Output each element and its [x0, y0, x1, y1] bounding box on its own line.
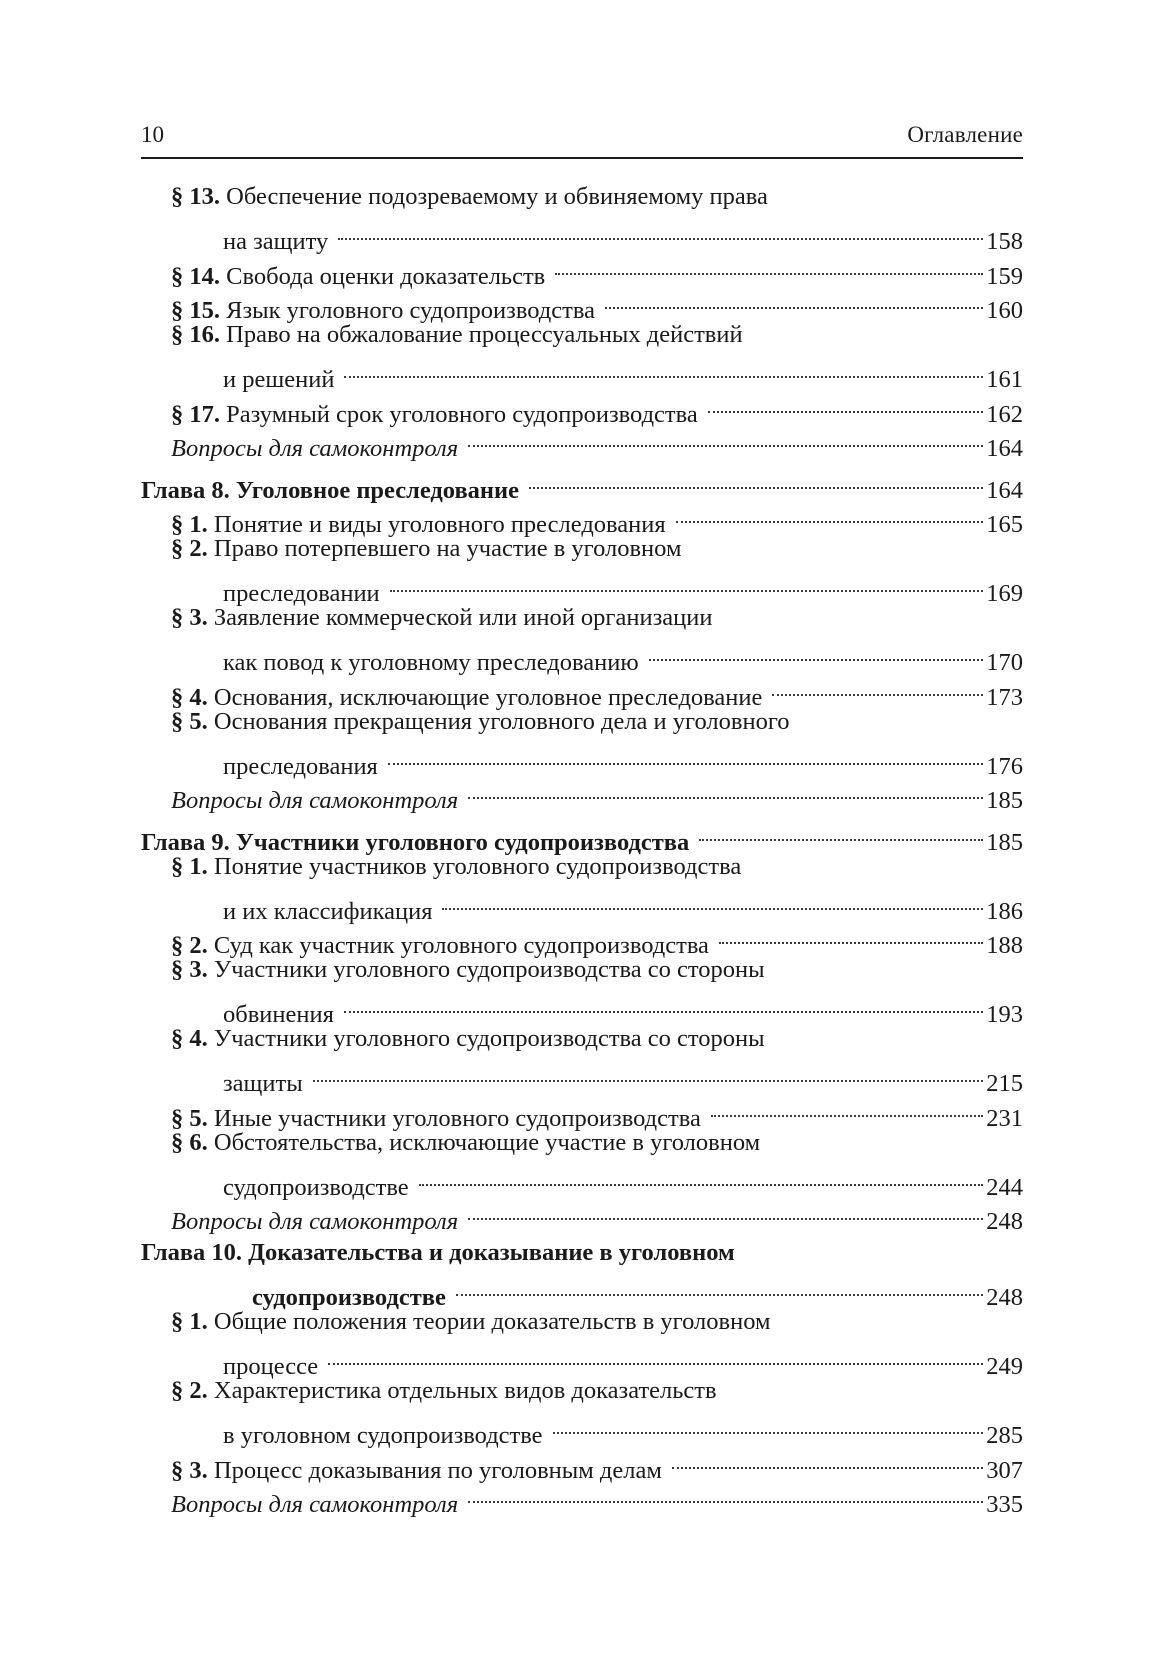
toc-entry-section-2 [141, 919, 1023, 959]
section-number: § 5. [171, 1104, 208, 1132]
toc-entry-section-13 [141, 180, 1023, 255]
toc-entry-chapter-8 [141, 463, 1023, 504]
toc-entry-chapter-10 [141, 1236, 1023, 1311]
section-number: § 2. [171, 932, 208, 959]
toc-entry-section-14 [141, 249, 1023, 290]
dot-leader [553, 1409, 984, 1444]
toc-entry-section-5 [141, 1091, 1023, 1132]
page-ref: 159 [986, 262, 1023, 290]
section-title: Характеристика отдельных видов доказательств [213, 1377, 717, 1404]
section-number: § 3. [171, 956, 208, 983]
dot-leader [313, 1057, 984, 1092]
dot-leader [390, 567, 984, 602]
page-ref: 185 [986, 787, 1023, 814]
page-ref: 335 [986, 1491, 1023, 1518]
section-title: Право на обжалование процессуальных действий [226, 321, 743, 348]
page-ref: 164 [986, 476, 1023, 504]
page-ref: 165 [986, 511, 1023, 538]
page-ref: 249 [986, 1353, 1023, 1380]
toc-entry-section-2 [141, 532, 1023, 607]
page-ref: 248 [986, 1284, 1023, 1311]
dot-leader [419, 1160, 984, 1195]
page-number: 10 [141, 122, 164, 147]
page-ref: 185 [986, 828, 1023, 856]
chapter-title-continued: судопроизводстве [252, 1284, 446, 1311]
dot-leader [344, 988, 983, 1023]
section-title: Обстоятельства, исключающие участие в уголовном [213, 1128, 761, 1156]
page-ref: 248 [986, 1208, 1023, 1235]
section-title-continued: как повод к уголовному преследованию [223, 649, 639, 676]
section-title: Участники уголовного судопроизводства со стороны [213, 1025, 765, 1052]
section-title-continued: процессе [223, 1353, 319, 1380]
section-number: § 14. [171, 262, 220, 290]
toc-entry-self-check-questions [141, 422, 1023, 462]
section-number: § 4. [171, 1025, 208, 1052]
section-title: Основания, исключающие уголовное преследование [213, 683, 763, 711]
toc-entry-section-6 [141, 1126, 1023, 1201]
dot-leader [344, 353, 983, 388]
page-ref: 162 [986, 400, 1023, 428]
page-header [141, 120, 1023, 154]
self-check-title: Вопросы для самоконтроля [171, 435, 459, 462]
page-ref: 215 [986, 1070, 1023, 1097]
dot-leader [672, 1443, 983, 1478]
toc-entry-section-3 [141, 601, 1023, 676]
dot-leader [328, 1340, 983, 1375]
dot-leader [456, 1271, 983, 1306]
dot-leader [711, 1091, 983, 1126]
section-number: § 5. [171, 707, 208, 735]
dot-leader [468, 422, 983, 457]
dot-leader [388, 739, 983, 774]
section-number: § 1. [171, 852, 208, 880]
page-ref: 158 [986, 228, 1023, 255]
page-ref: 170 [986, 649, 1023, 676]
toc-entry-chapter-9 [141, 815, 1023, 856]
toc-entry-section-15 [141, 284, 1023, 324]
running-title: Оглавление [907, 122, 1023, 147]
page-ref: 193 [986, 1001, 1023, 1028]
page-ref: 244 [986, 1173, 1023, 1201]
section-title-continued: и решений [223, 366, 335, 393]
section-title-continued: судопроизводстве [223, 1173, 409, 1201]
section-number: § 16. [171, 321, 220, 348]
section-number: § 2. [171, 1377, 208, 1404]
page-ref: 231 [986, 1104, 1023, 1132]
section-title-continued: защиты [223, 1070, 303, 1097]
dot-leader [605, 284, 983, 319]
toc-entry-section-2 [141, 1374, 1023, 1449]
section-title-continued: на защиту [223, 228, 329, 255]
section-title: Иные участники уголовного судопроизводства [213, 1104, 701, 1132]
dot-leader [529, 463, 983, 498]
toc-entry-section-1 [141, 1305, 1023, 1380]
section-number: § 17. [171, 400, 220, 428]
section-title: Право потерпевшего на участие в уголовном [213, 535, 682, 562]
dot-leader [468, 1195, 983, 1230]
section-title: Общие положения теории доказательств в уголовном [213, 1308, 771, 1335]
dot-leader [772, 670, 983, 705]
dot-leader [719, 919, 983, 954]
page-ref: 164 [986, 435, 1023, 462]
section-title: Процесс доказывания по уголовным делам [213, 1456, 662, 1484]
section-title-continued: и их классификация [223, 897, 433, 925]
page-ref: 176 [986, 752, 1023, 780]
section-title: Участники уголовного судопроизводства со стороны [213, 956, 765, 983]
chapter-title: Глава 10. Доказательства и доказывание в уголовном [141, 1239, 735, 1266]
dot-leader [699, 815, 983, 850]
dot-leader [338, 215, 983, 250]
page-ref: 160 [986, 297, 1023, 324]
section-number: § 13. [171, 183, 220, 210]
section-title: Суд как участник уголовного судопроизводства [213, 932, 709, 959]
page-ref: 169 [986, 580, 1023, 607]
section-title-continued: преследовании [223, 580, 380, 607]
toc-entry-self-check-questions [141, 774, 1023, 814]
section-title-continued: преследования [223, 752, 378, 780]
dot-leader [649, 636, 984, 671]
self-check-title: Вопросы для самоконтроля [171, 1491, 459, 1518]
dot-leader [442, 884, 983, 919]
section-title: Разумный срок уголовного судопроизводства [226, 400, 698, 428]
section-title: Основания прекращения уголовного дела и уголовного [213, 707, 790, 735]
dot-leader [708, 387, 984, 422]
page-ref: 285 [986, 1422, 1023, 1449]
chapter-title: Глава 9. Участники уголовного судопроизводства [141, 828, 690, 856]
section-title: Понятие и виды уголовного преследования [213, 511, 666, 538]
section-title-continued: в уголовном судопроизводстве [223, 1422, 543, 1449]
toc-entry-section-17 [141, 387, 1023, 428]
section-number: § 6. [171, 1128, 208, 1156]
dot-leader [676, 498, 984, 533]
dot-leader [468, 774, 983, 809]
self-check-title: Вопросы для самоконтроля [171, 1208, 459, 1235]
toc-entry-section-4 [141, 670, 1023, 711]
toc-entry-section-1 [141, 850, 1023, 925]
toc-entry-self-check-questions [141, 1195, 1023, 1235]
section-number: § 3. [171, 1456, 208, 1484]
section-title: Язык уголовного судопроизводства [226, 297, 595, 324]
toc-entry-section-16 [141, 318, 1023, 393]
toc-entry-section-3 [141, 1443, 1023, 1484]
toc-entry-self-check-questions [141, 1478, 1023, 1518]
section-number: § 15. [171, 297, 220, 324]
section-title: Заявление коммерческой или иной организации [213, 604, 713, 631]
table-of-contents [141, 180, 1023, 1518]
toc-entry-section-4 [141, 1022, 1023, 1097]
header-rule [141, 157, 1023, 159]
toc-entry-section-5 [141, 705, 1023, 780]
section-number: § 1. [171, 1308, 208, 1335]
toc-entry-section-1 [141, 498, 1023, 538]
page-ref: 173 [986, 683, 1023, 711]
section-title: Свобода оценки доказательств [226, 262, 546, 290]
section-title: Понятие участников уголовного судопроизводства [213, 852, 742, 880]
section-title-continued: обвинения [223, 1001, 334, 1028]
section-number: § 4. [171, 683, 208, 711]
page-ref: 186 [986, 897, 1023, 925]
section-title: Обеспечение подозреваемому и обвиняемому права [226, 183, 768, 210]
toc-entry-section-3 [141, 953, 1023, 1028]
page-ref: 161 [986, 366, 1023, 393]
chapter-title: Глава 8. Уголовное преследование [141, 476, 520, 504]
dot-leader [555, 249, 983, 284]
page-ref: 188 [986, 932, 1023, 959]
self-check-title: Вопросы для самоконтроля [171, 787, 459, 814]
section-number: § 3. [171, 604, 208, 631]
section-number: § 2. [171, 535, 208, 562]
dot-leader [468, 1478, 983, 1513]
section-number: § 1. [171, 511, 208, 538]
page-ref: 307 [986, 1456, 1023, 1484]
